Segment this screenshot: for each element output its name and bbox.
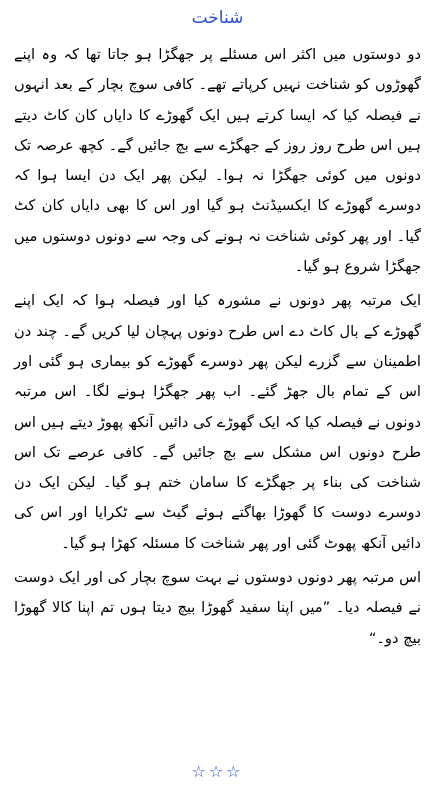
paragraph-2: ایک مرتبہ پھر دونوں نے مشورہ کیا اور فیصلہ ہوا کہ ایک اپنے گھوڑے کے بال کاٹ دے اس طرح دونوں پہچان لیا کریں گے۔ چند دن اطمینان سے گزرے لیکن پھر دوسرے گھوڑے کو بیماری ہو گئی اور اس کے تمام بال جھڑ گئے۔ اب پھر جھگڑا ہونے لگا۔ اس مرتبہ دونوں نے فیصلہ کیا کہ ایک گھوڑے کی دائیں آنکھ پھوڑ دیتے ہیں اس طرح دونوں اس مشکل سے بچ جائیں گے۔ کافی عرصے تک اس شناخت کی بناء پر جھگڑے کا سامان ختم ہو گیا۔ لیکن ایک دن دوسرے دوست کا گھوڑا بھاگتے ہوئے گیٹ سے ٹکرایا اور اس کی دائیں آنکھ پھوٹ گئی اور پھر شناخت کا مسئلہ کھڑا ہو گیا۔ [14,292,421,552]
paragraph-3: اس مرتبہ پھر دونوں دوستوں نے بہت سوچ بچار کی اور ایک دوست نے فیصلہ دیا۔ ”میں اپنا سفید گھوڑا بیچ دیتا ہوں تم اپنا کالا گھوڑا بیچ دو۔“ [14,569,421,647]
end-ornament: ☆☆☆ [191,762,244,781]
article-body [14,40,421,654]
article-title: شناخت [191,8,244,28]
paragraph-1: دو دوستوں میں اکثر اس مسئلے پر جھگڑا ہو جاتا تھا کہ وہ اپنے گھوڑوں کو شناخت نہیں کرپاتے تھے۔ کافی سوچ بچار کے بعد انہوں نے فیصلہ کیا کہ ایسا کرتے ہیں ایک گھوڑے کا دایاں کان کاٹ دیتے ہیں اس طرح روز روز کے جھگڑے سے بچ جائیں گے۔ کچھ عرصہ تک دونوں میں کوئی جھگڑا نہ ہوا۔ لیکن پھر ایک دن ایسا ہوا کہ دوسرے گھوڑے کا ایکسیڈنٹ ہو گیا اور اس کا بھی دایاں کان کٹ گیا۔ اور پھر کوئی شناخت نہ ہونے کی وجہ سے دونوں دوستوں میں جھگڑا شروع ہو گیا۔ [14,46,421,276]
